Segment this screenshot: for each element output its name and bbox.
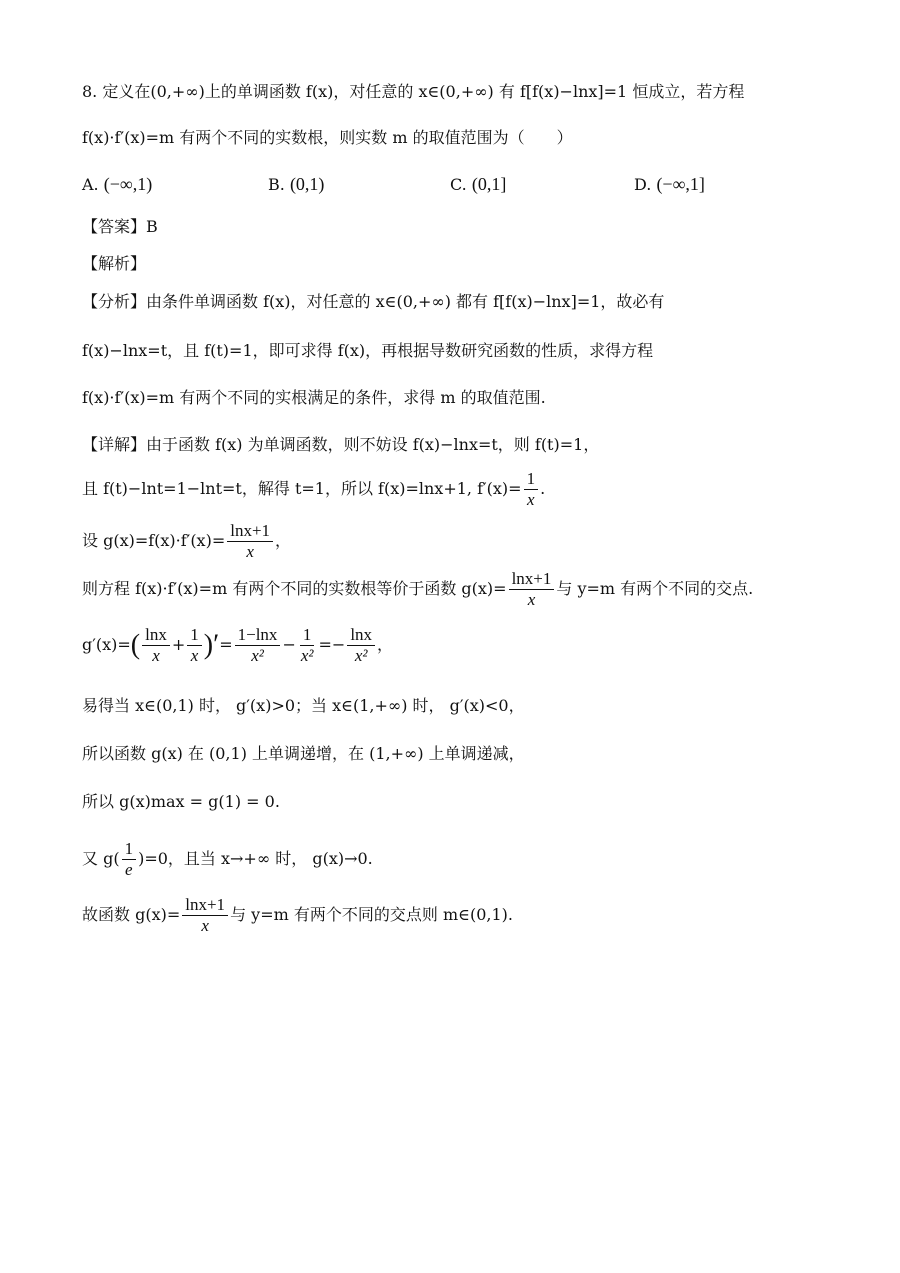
detail-line-4-end: 与 y=m 有两个不同的交点. xyxy=(556,578,754,598)
fraction-lnx-plus-1-over-x xyxy=(182,896,228,935)
option-c-value: (0,1] xyxy=(471,174,507,194)
fraction-numerator: lnx+1 xyxy=(182,896,228,916)
detail-line-5 xyxy=(82,626,393,665)
fraction-denominator: x² xyxy=(300,645,314,665)
option-b-label: B. xyxy=(268,175,285,194)
detail-line-3-end: ， xyxy=(275,530,292,550)
fraction-denominator: x xyxy=(246,541,254,561)
analysis-heading: 【解析】 xyxy=(82,254,147,273)
detail-line-10 xyxy=(82,896,513,935)
fraction-numerator: 1 xyxy=(300,626,315,646)
answer-line: 【答案】B xyxy=(82,217,158,236)
option-a-label: A. xyxy=(82,175,99,194)
fenxi-line-1: 【分析】由条件单调函数 f(x)，对任意的 x∈(0,+∞) 都有 f[f(x)−lnx]=1，故必有 xyxy=(82,292,665,311)
detail-line-9-end: )=0，且当 x→+∞ 时， g(x)→0. xyxy=(138,848,373,868)
option-b xyxy=(268,174,324,195)
option-c xyxy=(450,174,506,195)
detail-line-2 xyxy=(82,470,545,509)
fraction-denominator: x xyxy=(527,589,536,609)
fraction-numerator: lnx xyxy=(347,626,375,646)
fraction-1-over-x xyxy=(524,470,539,509)
detail-line-6: 易得当 x∈(0,1) 时， g′(x)>0；当 x∈(1,+∞) 时， g′(x)<0， xyxy=(82,696,525,715)
detail-line-10-text: 故函数 g(x)= xyxy=(82,904,181,924)
left-paren: ( xyxy=(130,629,141,661)
fraction-denominator: e xyxy=(125,859,133,879)
question-line-1: 8. 定义在(0,+∞)上的单调函数 f(x)，对任意的 x∈(0,+∞) 有 f[f(x)−lnx]=1 恒成立，若方程 xyxy=(82,82,745,101)
fraction-denominator: x xyxy=(190,645,199,665)
fraction-lnx-plus-1-over-x xyxy=(227,522,273,561)
fenxi-line-3: f(x)·f′(x)=m 有两个不同的实根满足的条件，求得 m 的取值范围. xyxy=(82,388,546,407)
option-b-value: (0,1) xyxy=(289,174,325,194)
option-a-value: (−∞,1) xyxy=(103,174,153,194)
minus-sign: − xyxy=(282,634,296,654)
derivative-lhs: g′(x)= xyxy=(82,634,131,654)
fraction-denominator: x² xyxy=(251,645,264,665)
fraction-denominator: x xyxy=(152,645,160,665)
fraction-1-over-x2 xyxy=(298,626,317,665)
detail-line-2-text: 且 f(t)−lnt=1−lnt=t，解得 t=1，所以 f(x)=lnx+1, f′(x)= xyxy=(82,478,522,498)
fraction-numerator: lnx+1 xyxy=(509,570,555,590)
fraction-1-over-e xyxy=(122,840,137,879)
option-d xyxy=(634,174,705,195)
right-paren-prime: )′ xyxy=(203,629,220,661)
fraction-numerator: 1 xyxy=(122,840,137,860)
option-a xyxy=(82,174,152,195)
detail-line-9-text: 又 g( xyxy=(82,848,120,868)
option-d-value: (−∞,1] xyxy=(656,174,705,194)
fraction-1-over-x xyxy=(187,626,202,665)
fraction-numerator: 1 xyxy=(187,626,202,646)
fraction-numerator: lnx xyxy=(142,626,170,646)
fraction-denominator: x² xyxy=(354,645,368,665)
detail-line-9 xyxy=(82,840,373,879)
detail-line-8: 所以 g(x)max = g(1) = 0. xyxy=(82,792,280,811)
fraction-denominator: x xyxy=(201,915,209,935)
question-line-2: f(x)·f′(x)=m 有两个不同的实数根，则实数 m 的取值范围为（ ） xyxy=(82,128,573,147)
fraction-numerator: lnx+1 xyxy=(227,522,273,542)
detail-line-4-text: 则方程 f(x)·f′(x)=m 有两个不同的实数根等价于函数 g(x)= xyxy=(82,578,507,598)
detail-line-3-text: 设 g(x)=f(x)·f′(x)= xyxy=(82,530,226,550)
fraction-lnx-over-x2 xyxy=(347,626,375,665)
detail-line-10-end: 与 y=m 有两个不同的交点则 m∈(0,1). xyxy=(230,904,513,924)
detail-line-1: 【详解】由于函数 f(x) 为单调函数，则不妨设 f(x)−lnx=t，则 f(t)=1， xyxy=(82,435,600,454)
detail-line-7: 所以函数 g(x) 在 (0,1) 上单调递增，在 (1,+∞) 上单调递减， xyxy=(82,744,525,763)
fraction-numerator: 1 xyxy=(524,470,539,490)
detail-line-5-end: ， xyxy=(377,634,394,654)
detail-line-3 xyxy=(82,522,291,561)
option-d-label: D. xyxy=(634,175,652,194)
fraction-1-minus-lnx-over-x2 xyxy=(235,626,281,665)
option-c-label: C. xyxy=(450,175,467,194)
fraction-denominator: x xyxy=(527,489,535,509)
detail-line-2-end: . xyxy=(540,478,546,498)
equals-sign: = xyxy=(219,634,233,654)
fenxi-line-2: f(x)−lnx=t，且 f(t)=1，即可求得 f(x)，再根据导数研究函数的性质，求得方程 xyxy=(82,341,654,360)
fraction-lnx-over-x xyxy=(142,626,170,665)
detail-line-4 xyxy=(82,570,753,609)
equals-minus-sign: =− xyxy=(318,634,346,654)
fraction-numerator: 1−lnx xyxy=(235,626,281,646)
plus-sign: + xyxy=(171,634,186,654)
fraction-lnx-plus-1-over-x xyxy=(509,570,555,609)
